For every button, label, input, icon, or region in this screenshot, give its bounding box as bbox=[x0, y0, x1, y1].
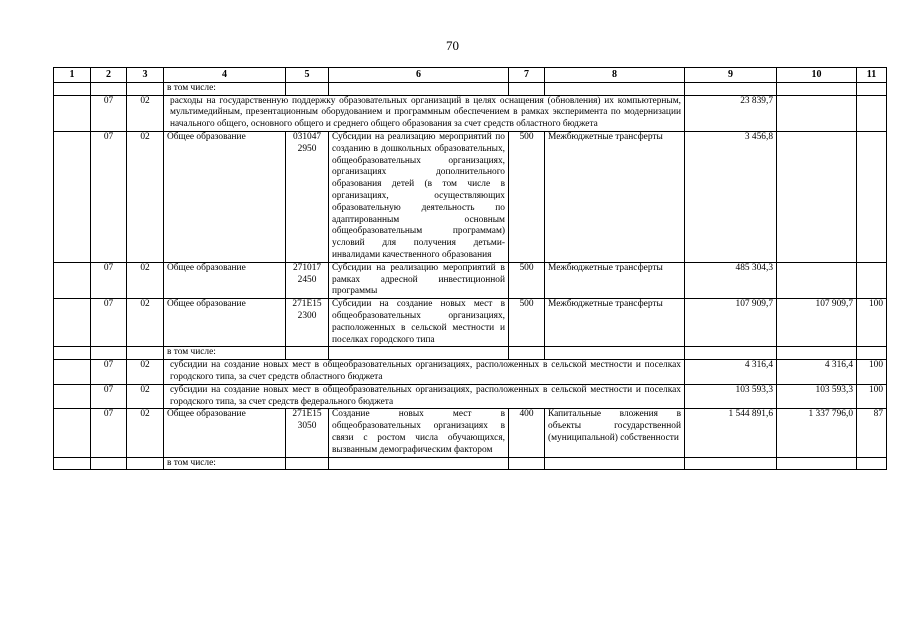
cell-empty bbox=[685, 347, 777, 360]
cell-executed-amount: 103 593,3 bbox=[777, 384, 857, 409]
cell-executed-amount: 107 909,7 bbox=[777, 299, 857, 347]
cell-section bbox=[91, 347, 127, 360]
cell-percent: 100 bbox=[857, 299, 887, 347]
cell-subsection: 02 bbox=[127, 299, 164, 347]
cell-target-name: Субсидии на создание новых мест в общеобразовательных организациях, расположенных в сельской местности и поселках городского типа bbox=[329, 299, 509, 347]
cell-target-name: Субсидии на реализацию мероприятий в рамках адресной инвестиционной программы bbox=[329, 262, 509, 298]
cell-executed-amount: 4 316,4 bbox=[777, 360, 857, 385]
note-text: в том числе: bbox=[164, 457, 286, 470]
cell-empty bbox=[685, 457, 777, 470]
cell-executed-amount: 1 337 796,0 bbox=[777, 409, 857, 457]
cell-subsection bbox=[127, 347, 164, 360]
cell-expense-name: Межбюджетные трансферты bbox=[545, 262, 685, 298]
cell-code bbox=[54, 457, 91, 470]
cell-empty bbox=[857, 347, 887, 360]
note-row bbox=[54, 457, 887, 470]
cell-subsection: 02 bbox=[127, 95, 164, 131]
note-row bbox=[54, 347, 887, 360]
cell-expense-type: 500 bbox=[509, 262, 545, 298]
cell-empty bbox=[286, 457, 329, 470]
cell-empty bbox=[545, 82, 685, 95]
cell-code bbox=[54, 360, 91, 385]
cell-code bbox=[54, 347, 91, 360]
table-row bbox=[54, 299, 887, 347]
cell-subsection: 02 bbox=[127, 131, 164, 262]
cell-expense-type: 500 bbox=[509, 299, 545, 347]
cell-description: субсидии на создание новых мест в общеобразовательных организациях, расположенных в сельской местности и поселках городского типа, за счет средств федерального бюджета bbox=[164, 384, 685, 409]
cell-executed-amount bbox=[777, 95, 857, 131]
cell-section-name: Общее образование bbox=[164, 299, 286, 347]
cell-subsection: 02 bbox=[127, 360, 164, 385]
cell-expense-type: 500 bbox=[509, 131, 545, 262]
cell-code bbox=[54, 299, 91, 347]
cell-planned-amount: 107 909,7 bbox=[685, 299, 777, 347]
column-header: 8 bbox=[545, 68, 685, 83]
cell-subsection bbox=[127, 82, 164, 95]
cell-executed-amount bbox=[777, 262, 857, 298]
cell-planned-amount: 103 593,3 bbox=[685, 384, 777, 409]
column-header: 11 bbox=[857, 68, 887, 83]
cell-empty bbox=[329, 457, 509, 470]
cell-code bbox=[54, 262, 91, 298]
header-row bbox=[54, 68, 887, 83]
cell-target-code: 271017 2450 bbox=[286, 262, 329, 298]
column-header: 9 bbox=[685, 68, 777, 83]
column-header: 10 bbox=[777, 68, 857, 83]
cell-expense-type: 400 bbox=[509, 409, 545, 457]
cell-planned-amount: 1 544 891,6 bbox=[685, 409, 777, 457]
cell-description: субсидии на создание новых мест в общеобразовательных организациях, расположенных в сельской местности и поселках городского типа, за счет средств областного бюджета bbox=[164, 360, 685, 385]
cell-empty bbox=[545, 457, 685, 470]
cell-empty bbox=[685, 82, 777, 95]
column-header: 5 bbox=[286, 68, 329, 83]
table-row bbox=[54, 95, 887, 131]
column-header: 6 bbox=[329, 68, 509, 83]
cell-expense-name: Межбюджетные трансферты bbox=[545, 131, 685, 262]
cell-planned-amount: 4 316,4 bbox=[685, 360, 777, 385]
cell-section: 07 bbox=[91, 384, 127, 409]
cell-code bbox=[54, 95, 91, 131]
cell-target-name: Субсидии на реализацию мероприятий по созданию в дошкольных образовательных, общеобразовательных организациях, организациях дополнительного образования детей (в том числе в организациях, осуществляющих образовательную деятельность по адаптированным основным общеобразовательным программам) условий для получения детьми-инвалидами качественного образования bbox=[329, 131, 509, 262]
cell-section bbox=[91, 82, 127, 95]
cell-percent: 100 bbox=[857, 384, 887, 409]
page-number: 70 bbox=[446, 38, 459, 53]
cell-planned-amount: 3 456,8 bbox=[685, 131, 777, 262]
cell-code bbox=[54, 384, 91, 409]
cell-section: 07 bbox=[91, 360, 127, 385]
cell-empty bbox=[286, 82, 329, 95]
table-row bbox=[54, 384, 887, 409]
cell-target-name: Создание новых мест в общеобразовательных организациях в связи с ростом числа обучающихся, вызванным демографическим фактором bbox=[329, 409, 509, 457]
cell-planned-amount: 485 304,3 bbox=[685, 262, 777, 298]
budget-table bbox=[53, 67, 887, 470]
cell-percent: 100 bbox=[857, 360, 887, 385]
cell-code bbox=[54, 409, 91, 457]
cell-section: 07 bbox=[91, 299, 127, 347]
column-header: 2 bbox=[91, 68, 127, 83]
table-row bbox=[54, 131, 887, 262]
cell-percent bbox=[857, 95, 887, 131]
cell-empty bbox=[509, 347, 545, 360]
cell-empty bbox=[777, 457, 857, 470]
cell-empty bbox=[329, 347, 509, 360]
cell-section-name: Общее образование bbox=[164, 409, 286, 457]
cell-subsection bbox=[127, 457, 164, 470]
cell-subsection: 02 bbox=[127, 262, 164, 298]
table-row bbox=[54, 360, 887, 385]
cell-percent bbox=[857, 262, 887, 298]
cell-description: расходы на государственную поддержку образовательных организаций в целях оснащения (обновления) их компьютерным, мультимедийным, презентационным оборудованием и программным обеспечением в рамках эксперимента по модернизации начального общего, основного общего и среднего общего образования за счет средств областного бюджета bbox=[164, 95, 685, 131]
table-row bbox=[54, 262, 887, 298]
cell-executed-amount bbox=[777, 131, 857, 262]
column-header: 4 bbox=[164, 68, 286, 83]
note-row bbox=[54, 82, 887, 95]
note-text: в том числе: bbox=[164, 82, 286, 95]
cell-percent: 87 bbox=[857, 409, 887, 457]
cell-planned-amount: 23 839,7 bbox=[685, 95, 777, 131]
cell-empty bbox=[777, 347, 857, 360]
cell-section bbox=[91, 457, 127, 470]
cell-target-code: 271E15 3050 bbox=[286, 409, 329, 457]
cell-empty bbox=[509, 457, 545, 470]
cell-subsection: 02 bbox=[127, 384, 164, 409]
column-header: 1 bbox=[54, 68, 91, 83]
cell-empty bbox=[545, 347, 685, 360]
column-header: 3 bbox=[127, 68, 164, 83]
column-header: 7 bbox=[509, 68, 545, 83]
cell-empty bbox=[286, 347, 329, 360]
cell-empty bbox=[509, 82, 545, 95]
cell-subsection: 02 bbox=[127, 409, 164, 457]
cell-section: 07 bbox=[91, 131, 127, 262]
cell-empty bbox=[857, 457, 887, 470]
cell-section: 07 bbox=[91, 95, 127, 131]
cell-target-code: 031047 2950 bbox=[286, 131, 329, 262]
cell-expense-name: Капитальные вложения в объекты государственной (муниципальной) собственности bbox=[545, 409, 685, 457]
cell-section-name: Общее образование bbox=[164, 131, 286, 262]
cell-section-name: Общее образование bbox=[164, 262, 286, 298]
cell-code bbox=[54, 131, 91, 262]
cell-percent bbox=[857, 131, 887, 262]
cell-empty bbox=[329, 82, 509, 95]
cell-target-code: 271E15 2300 bbox=[286, 299, 329, 347]
cell-code bbox=[54, 82, 91, 95]
cell-section: 07 bbox=[91, 262, 127, 298]
note-text: в том числе: bbox=[164, 347, 286, 360]
cell-empty bbox=[777, 82, 857, 95]
table-row bbox=[54, 409, 887, 457]
cell-empty bbox=[857, 82, 887, 95]
cell-expense-name: Межбюджетные трансферты bbox=[545, 299, 685, 347]
cell-section: 07 bbox=[91, 409, 127, 457]
